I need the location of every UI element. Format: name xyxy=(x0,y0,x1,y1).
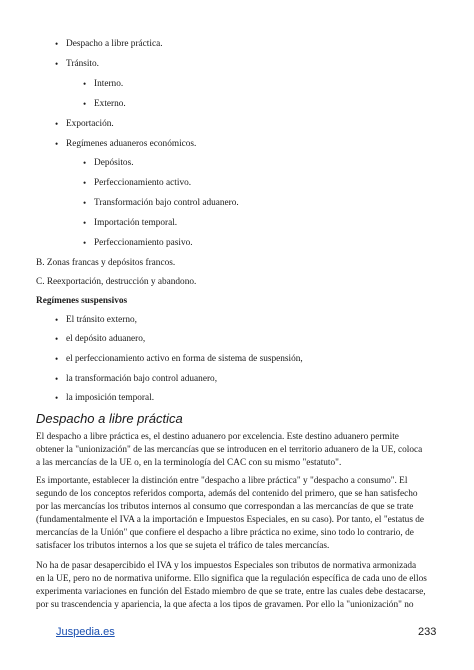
text-line: (fundamentalmente el IVA a la importación e Impuestos Especiales, en su caso). Por tanto, el "estatus de xyxy=(36,515,425,526)
bullet-icon: • xyxy=(55,39,59,49)
list-item: • Regímenes aduaneros económicos. xyxy=(55,139,197,149)
bullet-icon: • xyxy=(55,59,59,69)
bullet-icon: • xyxy=(55,139,59,149)
list-item: • la transformación bajo control aduanero, xyxy=(55,374,218,384)
list-item: • Despacho a libre práctica. xyxy=(55,39,163,49)
list-item: • El tránsito externo, xyxy=(55,315,137,325)
paragraph-2 xyxy=(36,475,440,554)
footer-link-juspedia[interactable]: Juspedia.es xyxy=(56,626,115,638)
bullet-icon: • xyxy=(83,99,87,109)
bullet-icon: • xyxy=(83,238,87,248)
text-line: segundo de los conceptos referidos comporta, además del contenido del primero, que se han satisfecho xyxy=(36,489,418,500)
bullet-icon: • xyxy=(83,79,87,89)
text-line: experimenta variaciones en función del Estado miembro de que se trate, entre las cuales debe destacarse, xyxy=(36,587,426,598)
text-line: El despacho a libre práctica es, el destino aduanero por excelencia. Este destino aduanero permite xyxy=(36,432,399,442)
list-item: • Importación temporal. xyxy=(83,218,178,228)
page-number: 233 xyxy=(418,626,437,638)
text-line: Es importante, establecer la distinción entre "despacho a libre práctica" y "despacho a consumo". El xyxy=(36,476,408,486)
list-item: • Perfeccionamiento pasivo. xyxy=(83,238,193,248)
list-item: • Exportación. xyxy=(55,119,114,129)
bullet-icon: • xyxy=(83,198,87,208)
subheading-suspensive-regimes: Regímenes suspensivos xyxy=(36,296,128,306)
bullet-icon: • xyxy=(55,119,59,129)
bullet-icon: • xyxy=(55,354,59,364)
section-title: Despacho a libre práctica xyxy=(36,411,183,426)
bullet-icon: • xyxy=(55,334,59,344)
bullet-icon: • xyxy=(55,374,59,384)
list-item: • el perfeccionamiento activo en forma de sistema de suspensión, xyxy=(55,354,303,364)
list-item: • Interno. xyxy=(83,79,124,89)
list-item: • Transformación bajo control aduanero. xyxy=(83,198,239,208)
text-line: por las mercancías los tributos internos al consumo que correspondan a las mercancías de que se trate xyxy=(36,502,414,513)
paragraph-1 xyxy=(36,431,440,470)
list-item: • Externo. xyxy=(83,99,126,109)
bullet-icon: • xyxy=(83,218,87,228)
text-line: obtener la "unionización" de las mercancías que se introducen en el territorio aduanero de la UE, coloca xyxy=(36,445,423,456)
text-line: mercancías de la Unión" que confiere el despacho a libre práctica no exime, sino todo lo contrario, de xyxy=(36,528,414,539)
bullet-icon: • xyxy=(55,393,59,403)
bullet-icon: • xyxy=(55,315,59,325)
list-item: • Depósitos. xyxy=(83,158,134,168)
paragraph-b: B. Zonas francas y depósitos francos. xyxy=(36,258,176,268)
text-line: satisfacer los tributos internos a los que se sujeta el tráfico de tales mercancías. xyxy=(36,541,330,552)
list-item: • el depósito aduanero, xyxy=(55,334,146,344)
bullet-icon: • xyxy=(83,158,87,168)
list-item: • la imposición temporal. xyxy=(55,393,155,403)
text-line: a las mercancías de la UE o, en la terminología del CAC con su mismo "estatuto". xyxy=(36,458,342,469)
list-item: • Perfeccionamiento activo. xyxy=(83,178,192,188)
text-line: en la UE, pero no de normativa uniforme. Ello significa que la regulación específica de cada uno de ellos xyxy=(36,574,427,585)
list-item: • Tránsito. xyxy=(55,59,99,69)
text-line: por su trascendencia y apariencia, la que afecta a los tipos de gravamen. Por ello la "unionización" no xyxy=(36,600,414,611)
paragraph-c: C. Reexportación, destrucción y abandono. xyxy=(36,277,197,287)
bullet-icon: • xyxy=(83,178,87,188)
text-line: No ha de pasar desapercibido el IVA y los impuestos Especiales son tributos de normativa armonizada xyxy=(36,561,417,571)
paragraph-3 xyxy=(36,560,440,612)
